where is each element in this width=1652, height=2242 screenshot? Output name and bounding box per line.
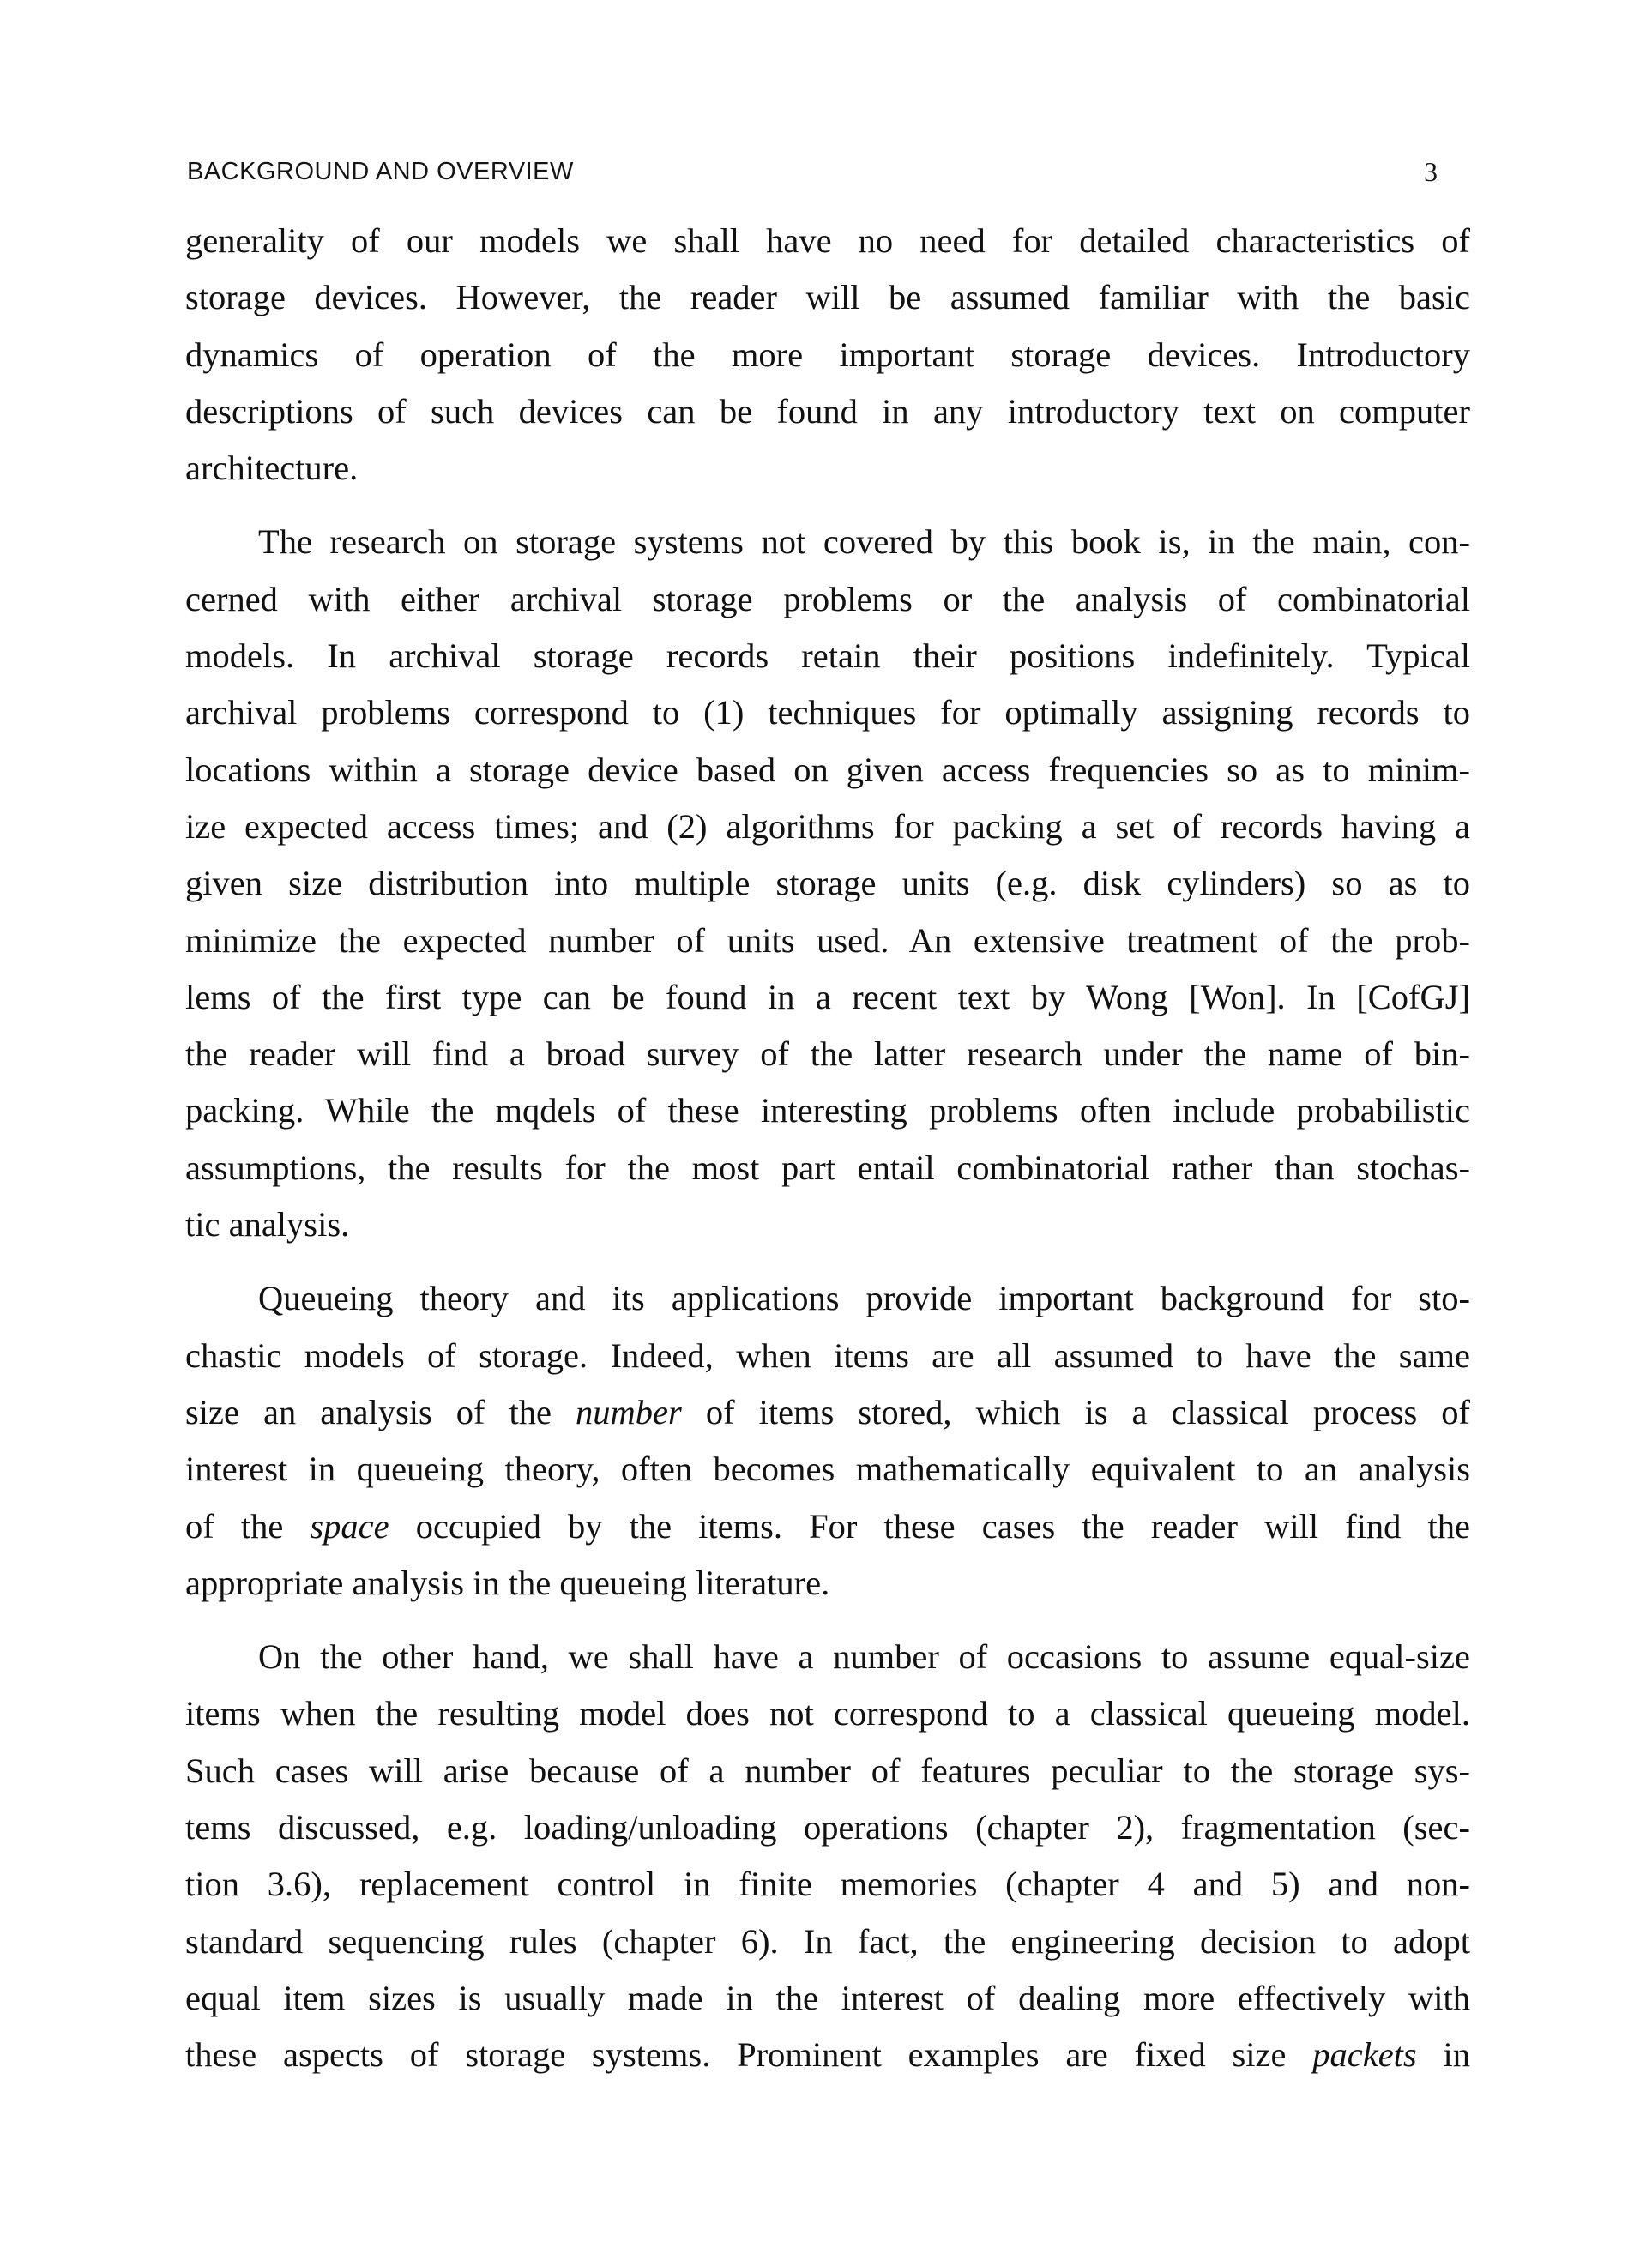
text-line: cerned with either archival storage problems or the analysis of combinatorial <box>185 579 1470 618</box>
text-line: tion 3.6), replacement control in finite memories (chapter 4 and 5) and non- <box>185 1865 1470 1904</box>
text-line <box>185 1498 1470 1555</box>
text-line: descriptions of such devices can be found in any introductory text on computer <box>185 391 1470 431</box>
text-segment: in <box>1416 2035 1470 2075</box>
text-segment: these aspects of storage systems. Prominent examples are fixed size <box>185 2035 1313 2075</box>
text-line: packing. While the mqdels of these interesting problems often include probabilistic <box>185 1091 1470 1130</box>
text-line: Such cases will arise because of a number of features peculiar to the storage sys- <box>185 1751 1470 1790</box>
text-line: appropriate analysis in the queueing literature. <box>185 1563 830 1602</box>
text-line: The research on storage systems not covered by this book is, in the main, con- <box>258 522 1470 562</box>
text-line: items when the resulting model does not correspond to a classical queueing model. <box>185 1694 1470 1733</box>
text-line <box>185 1384 1470 1441</box>
text-line: standard sequencing rules (chapter 6). In fact, the engineering decision to adopt <box>185 1921 1470 1961</box>
text-segment: of items stored, which is a classical process of <box>681 1392 1470 1431</box>
paragraph-2 <box>185 514 1470 1253</box>
text-line: interest in queueing theory, often becomes mathematically equivalent to an analysis <box>185 1449 1470 1489</box>
text-line: locations within a storage device based on given access frequencies so as to minim- <box>185 750 1470 789</box>
paragraph-3 <box>185 1270 1470 1612</box>
text-line: archival problems correspond to (1) techniques for optimally assigning records to <box>185 693 1470 732</box>
text-line: models. In archival storage records retain their positions indefinitely. Typical <box>185 636 1470 676</box>
text-segment: size an analysis of the <box>185 1392 576 1431</box>
body-text <box>185 213 1470 2101</box>
text-line: On the other hand, we shall have a number of occasions to assume equal-size <box>258 1637 1470 1677</box>
paragraph-1 <box>185 213 1470 497</box>
text-line: storage devices. However, the reader will be assumed familiar with the basic <box>185 278 1470 317</box>
text-segment: of the <box>185 1506 311 1546</box>
text-line: the reader will find a broad survey of the latter research under the name of bin- <box>185 1034 1470 1074</box>
text-line: generality of our models we shall have no need for detailed characteristics of <box>185 221 1470 260</box>
text-line: tems discussed, e.g. loading/unloading operations (chapter 2), fragmentation (sec- <box>185 1808 1470 1847</box>
text-line: equal item sizes is usually made in the interest of dealing more effectively with <box>185 1978 1470 2017</box>
text-line: given size distribution into multiple storage units (e.g. disk cylinders) so as to <box>185 864 1470 903</box>
text-line: Queueing theory and its applications provide important background for sto- <box>258 1279 1470 1318</box>
italic-term-number: number <box>576 1392 682 1431</box>
text-line: assumptions, the results for the most part entail combinatorial rather than stochas- <box>185 1148 1470 1187</box>
text-line: tic analysis. <box>185 1205 350 1245</box>
text-line: dynamics of operation of the more important storage devices. Introductory <box>185 334 1470 374</box>
italic-term-space: space <box>310 1506 389 1546</box>
page-number: 3 <box>1424 156 1438 187</box>
text-line <box>185 2027 1470 2083</box>
text-line: lems of the first type can be found in a recent text by Wong [Won]. In [CofGJ] <box>185 977 1470 1016</box>
text-line: chastic models of storage. Indeed, when items are all assumed to have the same <box>185 1335 1470 1375</box>
running-head: BACKGROUND AND OVERVIEW <box>187 158 574 185</box>
text-line: minimize the expected number of units used. An extensive treatment of the prob- <box>185 920 1470 960</box>
italic-term-packets: packets <box>1312 2035 1417 2075</box>
text-segment: occupied by the items. For these cases the reader will find the <box>389 1506 1470 1546</box>
text-line: ize expected access times; and (2) algorithms for packing a set of records having a <box>185 806 1470 846</box>
text-line: architecture. <box>185 449 359 488</box>
paragraph-4 <box>185 1629 1470 2083</box>
